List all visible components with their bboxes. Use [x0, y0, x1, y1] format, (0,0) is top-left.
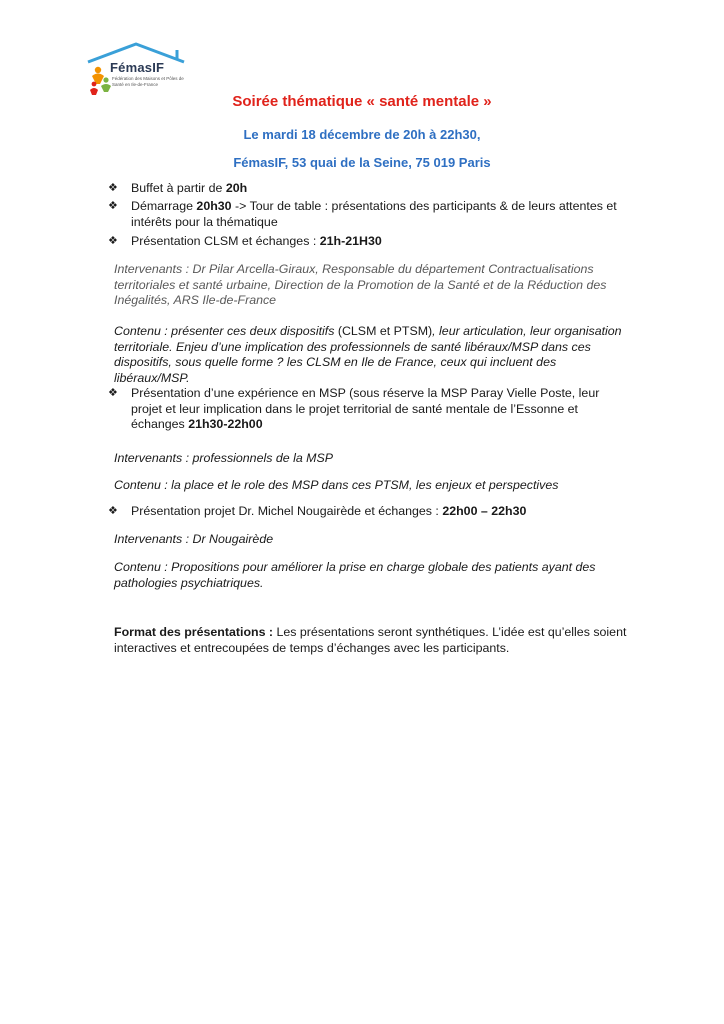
agenda-item-buffet: Buffet à partir de 20h: [131, 181, 248, 195]
bullet-icon: ❖: [108, 387, 118, 399]
logo-brand-name: FémasIF: [110, 60, 165, 75]
logo-tagline: Fédération des Maisons et Pôles de Santé en Ile-de-France: [112, 76, 184, 87]
section1-speakers: Intervenants : Dr Pilar Arcella-Giraux, Responsable du département Contractualisations territoriales et santé urbaine, Direction de la Promotion de la Santé et de la Réduction des Inégalités, ARS Ile-de-France: [114, 262, 607, 307]
bullet-icon: ❖: [108, 505, 118, 517]
section1-content: Contenu : présenter ces deux dispositifs (CLSM et PTSM), leur articulation, leur organisation territoriale. Enjeu d’une implication des professionnels de santé libéraux/MSP dans ces dispositifs, sous quelle forme ? les CLSM en Ile de France, ceux qui incluent des libéraux/MSP.: [114, 324, 622, 385]
bullet-icon: ❖: [108, 200, 118, 212]
section2-speakers: Intervenants : professionnels de la MSP: [114, 451, 334, 465]
event-date: Le mardi 18 décembre de 20h à 22h30,: [243, 127, 481, 142]
event-address: FémasIF, 53 quai de la Seine, 75 019 Paris: [233, 155, 491, 170]
section3-content: Contenu : Propositions pour améliorer la prise en charge globale des patients ayant des pathologies psychiatriques.: [114, 560, 596, 590]
page-title: Soirée thématique « santé mentale »: [232, 93, 492, 110]
bullet-icon: ❖: [108, 235, 118, 247]
femasif-logo: [84, 40, 194, 100]
section2-content: Contenu : la place et le role des MSP dans ces PTSM, les enjeux et perspectives: [114, 478, 559, 492]
agenda-item-clsm: Présentation CLSM et échanges : 21h-21H30: [131, 234, 382, 248]
agenda-item-msp-experience: Présentation d’une expérience en MSP (sous réserve la MSP Paray Vielle Poste, leur projet et leur implication dans le projet territorial de santé mentale de l’Essonne et échanges 21h30-22h00: [131, 386, 600, 431]
format-paragraph: Format des présentations : Les présentations seront synthétiques. L’idée est qu’elles soient interactives et entrecoupées de temps d’échanges avec les participants.: [114, 625, 627, 655]
bullet-icon: ❖: [108, 182, 118, 194]
agenda-item-start: Démarrage 20h30 -> Tour de table : présentations des participants & de leurs attentes et intérêts pour la thématique: [131, 199, 617, 229]
section3-speakers: Intervenants : Dr Nougairède: [114, 532, 274, 546]
agenda-item-nougairede: Présentation projet Dr. Michel Nougairède et échanges : 22h00 – 22h30: [131, 504, 527, 518]
